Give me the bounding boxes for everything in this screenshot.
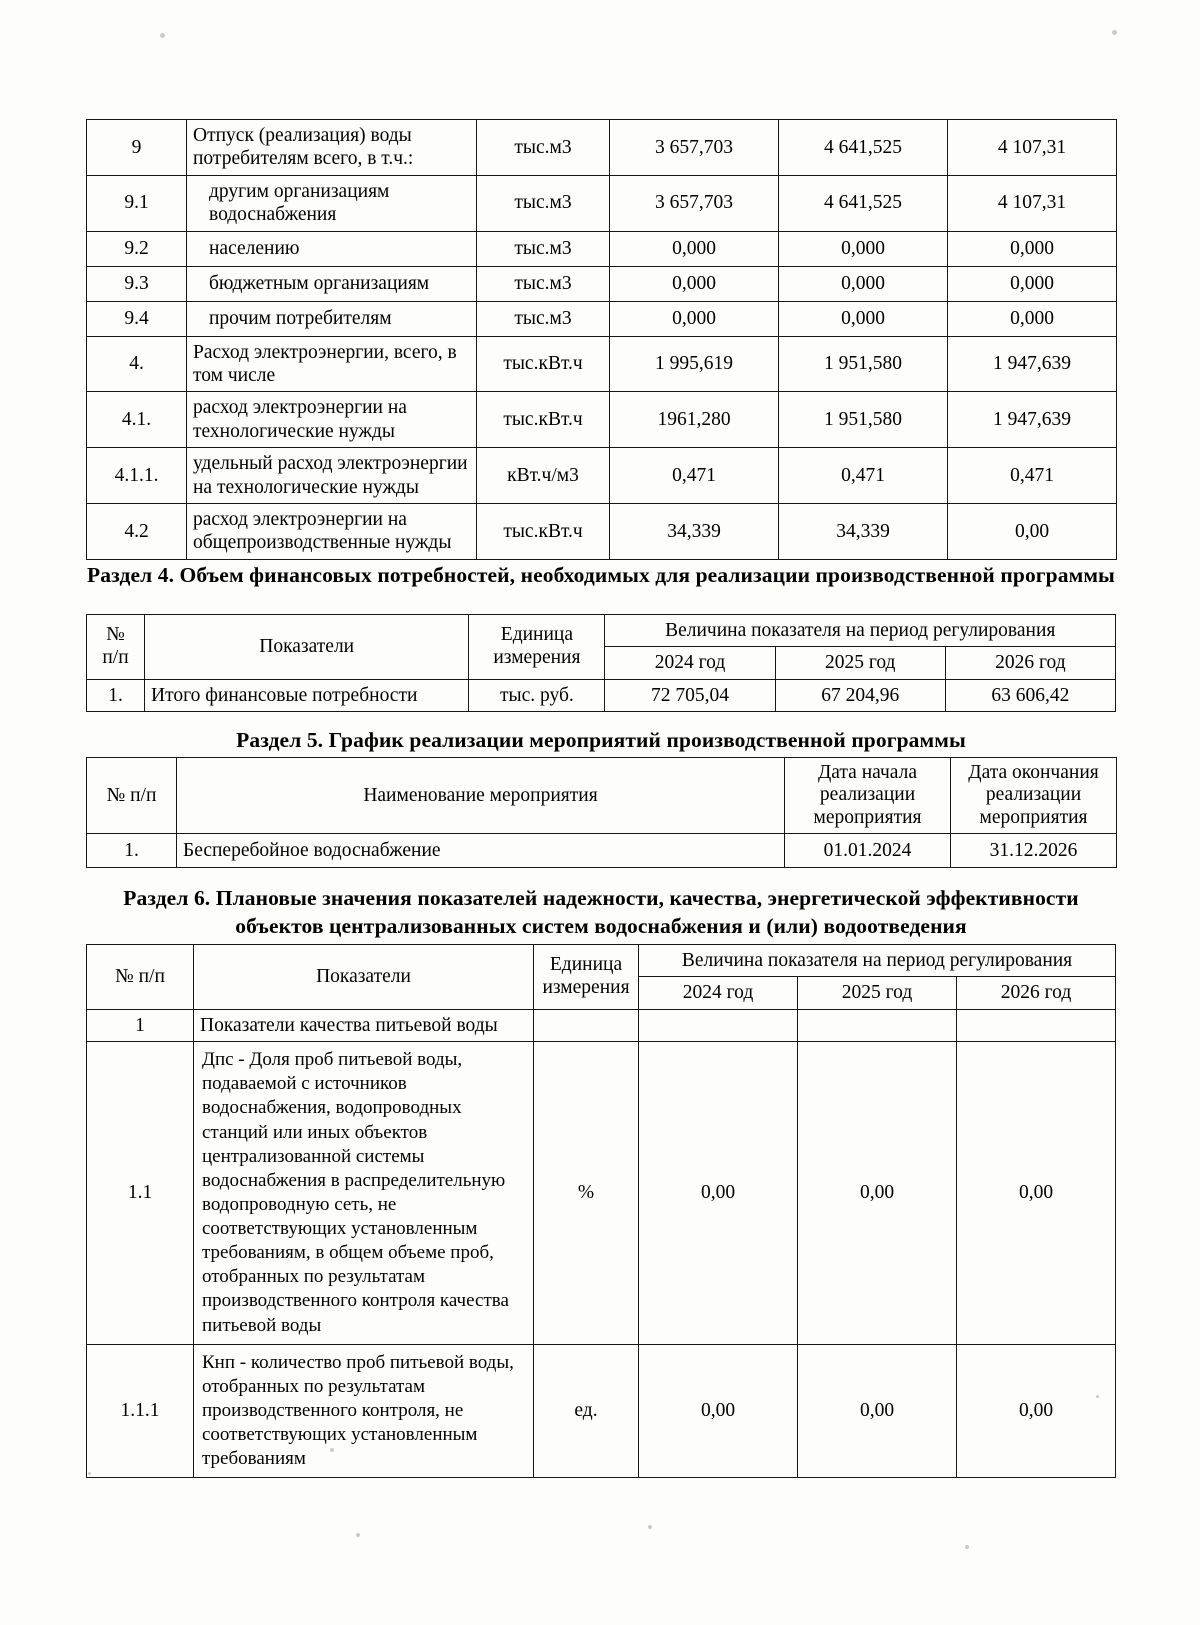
header-np-line1: № bbox=[106, 624, 125, 646]
cell-2024: 1 995,619 bbox=[610, 336, 779, 392]
cell-end-date: 31.12.2026 bbox=[951, 834, 1117, 868]
row-label: прочим потребителям bbox=[187, 301, 477, 336]
cell-2025: 1 951,580 bbox=[779, 392, 948, 448]
cell-2025: 1 951,580 bbox=[779, 336, 948, 392]
section-4-heading bbox=[86, 562, 1116, 590]
cell-2026: 0,471 bbox=[948, 448, 1117, 504]
header-year-2025: 2025 год bbox=[798, 977, 957, 1009]
row-label: Бесперебойное водоснабжение bbox=[177, 834, 785, 868]
cell-start-date: 01.01.2024 bbox=[785, 834, 951, 868]
row-unit: ед. bbox=[534, 1344, 639, 1478]
row-label: бюджетным организациям bbox=[187, 266, 477, 301]
table-row bbox=[87, 231, 1117, 266]
section-4-heading-line2: программы bbox=[1000, 563, 1115, 587]
row-index: 1.1 bbox=[87, 1042, 194, 1345]
row-unit bbox=[534, 1009, 639, 1041]
table-financial-needs bbox=[86, 614, 1116, 712]
row-label: Отпуск (реализация) воды потребителям всего, в т.ч.: bbox=[187, 120, 477, 176]
header-unit-line2: измерения bbox=[493, 646, 581, 668]
row-unit: тыс. руб. bbox=[469, 679, 605, 711]
row-label: населению bbox=[187, 231, 477, 266]
section-6-heading bbox=[86, 885, 1116, 940]
row-index: 9.1 bbox=[87, 175, 187, 231]
scan-speck bbox=[648, 1525, 652, 1529]
table-reliability-quality-indicators bbox=[86, 944, 1116, 1478]
cell-2026: 0,00 bbox=[948, 503, 1117, 559]
section-4-heading-line1: Раздел 4. Объем финансовых потребностей, необходимых для реализации производственной bbox=[87, 563, 995, 587]
table-row bbox=[87, 834, 1117, 868]
header-period: Величина показателя на период регулирования bbox=[639, 945, 1116, 977]
table-row bbox=[87, 1042, 1116, 1345]
cell-2025: 0,471 bbox=[779, 448, 948, 504]
cell-2025: 34,339 bbox=[779, 503, 948, 559]
cell-2025: 4 641,525 bbox=[779, 120, 948, 176]
row-index: 9.4 bbox=[87, 301, 187, 336]
header-year-2024: 2024 год bbox=[639, 977, 798, 1009]
row-index: 1 bbox=[87, 1009, 194, 1041]
cell-2024: 0,471 bbox=[610, 448, 779, 504]
header-start-line3: мероприятия bbox=[813, 806, 922, 828]
cell-2025: 0,000 bbox=[779, 231, 948, 266]
cell-2026: 0,000 bbox=[948, 266, 1117, 301]
cell-2026: 4 107,31 bbox=[948, 120, 1117, 176]
table-energy-and-water-release bbox=[86, 119, 1117, 560]
row-label: Итого финансовые потребности bbox=[145, 679, 469, 711]
row-label: Показатели качества питьевой воды bbox=[194, 1009, 534, 1041]
row-label: Кнп - количество проб питьевой воды, отобранных по результатам производственного контроля, не соответствующих установленным требованиям bbox=[194, 1344, 534, 1478]
row-label: расход электроэнергии на технологические нужды bbox=[187, 392, 477, 448]
table-header-row bbox=[87, 758, 1117, 834]
header-end-date bbox=[951, 758, 1117, 834]
row-index: 1.1.1 bbox=[87, 1344, 194, 1478]
cell-2025: 67 204,96 bbox=[775, 679, 945, 711]
cell-2024: 3 657,703 bbox=[610, 120, 779, 176]
header-start-line2: реализации bbox=[819, 784, 916, 806]
table-row bbox=[87, 301, 1117, 336]
cell-2024: 0,000 bbox=[610, 266, 779, 301]
header-end-line3: мероприятия bbox=[979, 806, 1088, 828]
row-unit: тыс.кВт.ч bbox=[477, 336, 610, 392]
cell-2024: 0,00 bbox=[639, 1344, 798, 1478]
row-index: 9.2 bbox=[87, 231, 187, 266]
table-row bbox=[87, 266, 1117, 301]
scan-speck bbox=[356, 1533, 360, 1537]
table-row bbox=[87, 679, 1116, 711]
section-6-heading-line1: Раздел 6. Плановые значения показателей надежности, качества, энергетической эффективности bbox=[123, 886, 1079, 910]
cell-2025: 0,000 bbox=[779, 266, 948, 301]
cell-2026: 0,00 bbox=[957, 1344, 1116, 1478]
row-unit: кВт.ч/м3 bbox=[477, 448, 610, 504]
table-header-row bbox=[87, 945, 1116, 977]
header-year-2024: 2024 год bbox=[605, 647, 775, 679]
header-np-line2: п/п bbox=[102, 646, 129, 668]
row-index: 4.1. bbox=[87, 392, 187, 448]
row-unit: тыс.м3 bbox=[477, 231, 610, 266]
cell-2025: 0,00 bbox=[798, 1042, 957, 1345]
row-index: 4. bbox=[87, 336, 187, 392]
cell-2026 bbox=[957, 1009, 1116, 1041]
cell-2026: 0,000 bbox=[948, 231, 1117, 266]
cell-2024: 34,339 bbox=[610, 503, 779, 559]
table-header-row bbox=[87, 615, 1116, 647]
row-unit: % bbox=[534, 1042, 639, 1345]
header-year-2025: 2025 год bbox=[775, 647, 945, 679]
cell-2026: 0,000 bbox=[948, 301, 1117, 336]
cell-2024: 1961,280 bbox=[610, 392, 779, 448]
header-start-date bbox=[785, 758, 951, 834]
scan-speck bbox=[965, 1545, 969, 1549]
table-row bbox=[87, 120, 1117, 176]
cell-2026: 4 107,31 bbox=[948, 175, 1117, 231]
scan-speck bbox=[1112, 30, 1117, 35]
cell-2025: 4 641,525 bbox=[779, 175, 948, 231]
cell-2026: 0,00 bbox=[957, 1042, 1116, 1345]
cell-2025 bbox=[798, 1009, 957, 1041]
cell-2026: 1 947,639 bbox=[948, 336, 1117, 392]
cell-2024: 0,000 bbox=[610, 231, 779, 266]
header-event-name: Наименование мероприятия bbox=[177, 758, 785, 834]
table-row bbox=[87, 175, 1117, 231]
row-label: другим организациям водоснабжения bbox=[187, 175, 477, 231]
cell-2024 bbox=[639, 1009, 798, 1041]
header-np bbox=[87, 615, 145, 680]
row-label: Дпс - Доля проб питьевой воды, подаваемой с источников водоснабжения, водопроводных станций или иных объектов централизованной системы водоснабжения в распределительную водопроводную сеть, не соответствующих установленным требованиям, в общем объеме проб, отобранных по результатам производственного контроля качества питьевой воды bbox=[194, 1042, 534, 1345]
header-start-line1: Дата начала bbox=[817, 762, 918, 783]
table-row bbox=[87, 392, 1117, 448]
cell-2026: 63 606,42 bbox=[945, 679, 1115, 711]
row-index: 4.2 bbox=[87, 503, 187, 559]
header-unit bbox=[469, 615, 605, 680]
header-np: № п/п bbox=[87, 945, 194, 1010]
section-6-heading-line2: объектов централизованных систем водоснабжения и (или) водоотведения bbox=[235, 913, 967, 938]
header-unit-line1: Единица bbox=[500, 624, 574, 646]
header-year-2026: 2026 год bbox=[957, 977, 1116, 1009]
cell-2025: 0,000 bbox=[779, 301, 948, 336]
row-unit: тыс.кВт.ч bbox=[477, 392, 610, 448]
cell-2024: 72 705,04 bbox=[605, 679, 775, 711]
table-row bbox=[87, 336, 1117, 392]
row-unit: тыс.м3 bbox=[477, 175, 610, 231]
row-index: 1. bbox=[87, 679, 145, 711]
table-row bbox=[87, 1009, 1116, 1041]
row-index: 1. bbox=[87, 834, 177, 868]
row-index: 9.3 bbox=[87, 266, 187, 301]
header-indicator: Показатели bbox=[194, 945, 534, 1010]
row-unit: тыс.кВт.ч bbox=[477, 503, 610, 559]
table-implementation-schedule bbox=[86, 757, 1117, 868]
row-unit: тыс.м3 bbox=[477, 120, 610, 176]
cell-2024: 0,00 bbox=[639, 1042, 798, 1345]
row-label: расход электроэнергии на общепроизводственные нужды bbox=[187, 503, 477, 559]
row-unit: тыс.м3 bbox=[477, 266, 610, 301]
row-label: Расход электроэнергии, всего, в том числе bbox=[187, 336, 477, 392]
header-period: Величина показателя на период регулирования bbox=[605, 615, 1116, 647]
cell-2025: 0,00 bbox=[798, 1344, 957, 1478]
section-5-heading: Раздел 5. График реализации мероприятий производственной программы bbox=[236, 728, 966, 752]
header-indicator: Показатели bbox=[145, 615, 469, 680]
cell-2024: 3 657,703 bbox=[610, 175, 779, 231]
cell-2026: 1 947,639 bbox=[948, 392, 1117, 448]
cell-2024: 0,000 bbox=[610, 301, 779, 336]
table-row bbox=[87, 448, 1117, 504]
header-unit-line2: измерения bbox=[542, 976, 630, 998]
row-index: 9 bbox=[87, 120, 187, 176]
scan-speck bbox=[160, 33, 165, 38]
row-index: 4.1.1. bbox=[87, 448, 187, 504]
row-label: удельный расход электроэнергии на технологические нужды bbox=[187, 448, 477, 504]
header-end-line2: реализации bbox=[985, 784, 1082, 806]
table-row bbox=[87, 1344, 1116, 1478]
header-year-2026: 2026 год bbox=[945, 647, 1115, 679]
table-row bbox=[87, 503, 1117, 559]
header-np: № п/п bbox=[87, 758, 177, 834]
header-unit-line1: Единица bbox=[549, 954, 623, 976]
row-unit: тыс.м3 bbox=[477, 301, 610, 336]
header-end-line1: Дата окончания bbox=[968, 762, 1099, 783]
header-unit bbox=[534, 945, 639, 1010]
